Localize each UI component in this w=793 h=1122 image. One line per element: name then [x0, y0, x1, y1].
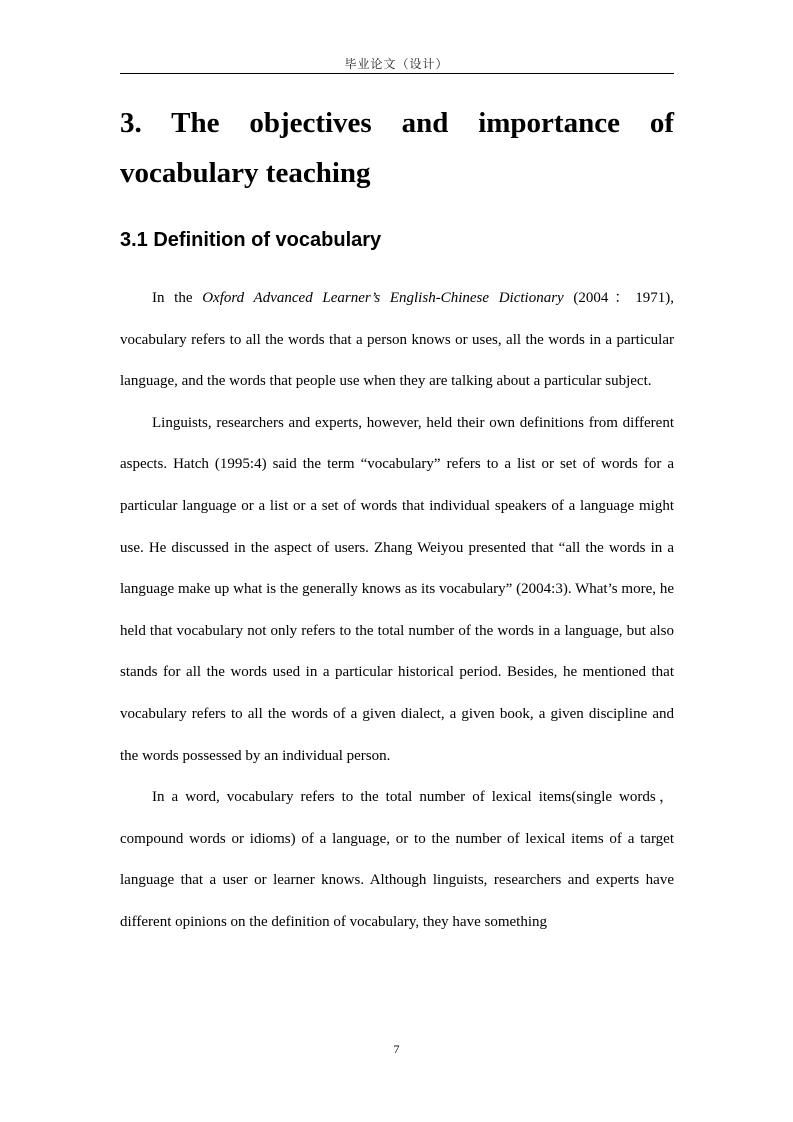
header-text: 毕业论文（设计）	[344, 57, 449, 71]
chapter-title: 3. The objectives and importance of vocabulary teaching	[120, 107, 674, 189]
page-number: 7	[393, 1042, 400, 1056]
paragraph-3: In a word, vocabulary refers to the total number of lexical items(single words，compound words or idioms) of a language, or to the number of lexical items of a target language that a user or learner knows. Although linguists, researchers and experts have different opinions on the definition of vocabulary, they have something	[120, 789, 674, 930]
section-heading: 3.1 Definition of vocabulary	[120, 229, 382, 251]
paragraph-1-rest: (2004：1971), vocabulary refers to all the words that a person knows or uses, all the words in a particular language, and the words that people use when they are talking about a particular subject.	[120, 290, 674, 390]
header-rule	[120, 73, 674, 74]
paragraph-1	[120, 278, 674, 403]
dictionary-title: Oxford Advanced Learner’s English-Chinese Dictionary	[202, 290, 564, 306]
body-text	[120, 278, 674, 944]
paragraph-1-lead: In the	[152, 290, 203, 306]
paragraph-2: Linguists, researchers and experts, however, held their own definitions from different aspects. Hatch (1995:4) said the term “vocabulary” refers to a list or set of words for a particular language or a list or a set of words that individual speakers of a language might use. He discussed in the aspect of users. Zhang Weiyou presented that “all the words in a language make up what is the generally knows as its vocabulary” (2004:3). What’s more, he held that vocabulary not only refers to the total number of the words in a language, but also stands for all the words used in a particular historical period. Besides, he mentioned that vocabulary refers to all the words of a given dialect, a given book, a given discipline and the words possessed by an individual person.	[120, 414, 674, 764]
